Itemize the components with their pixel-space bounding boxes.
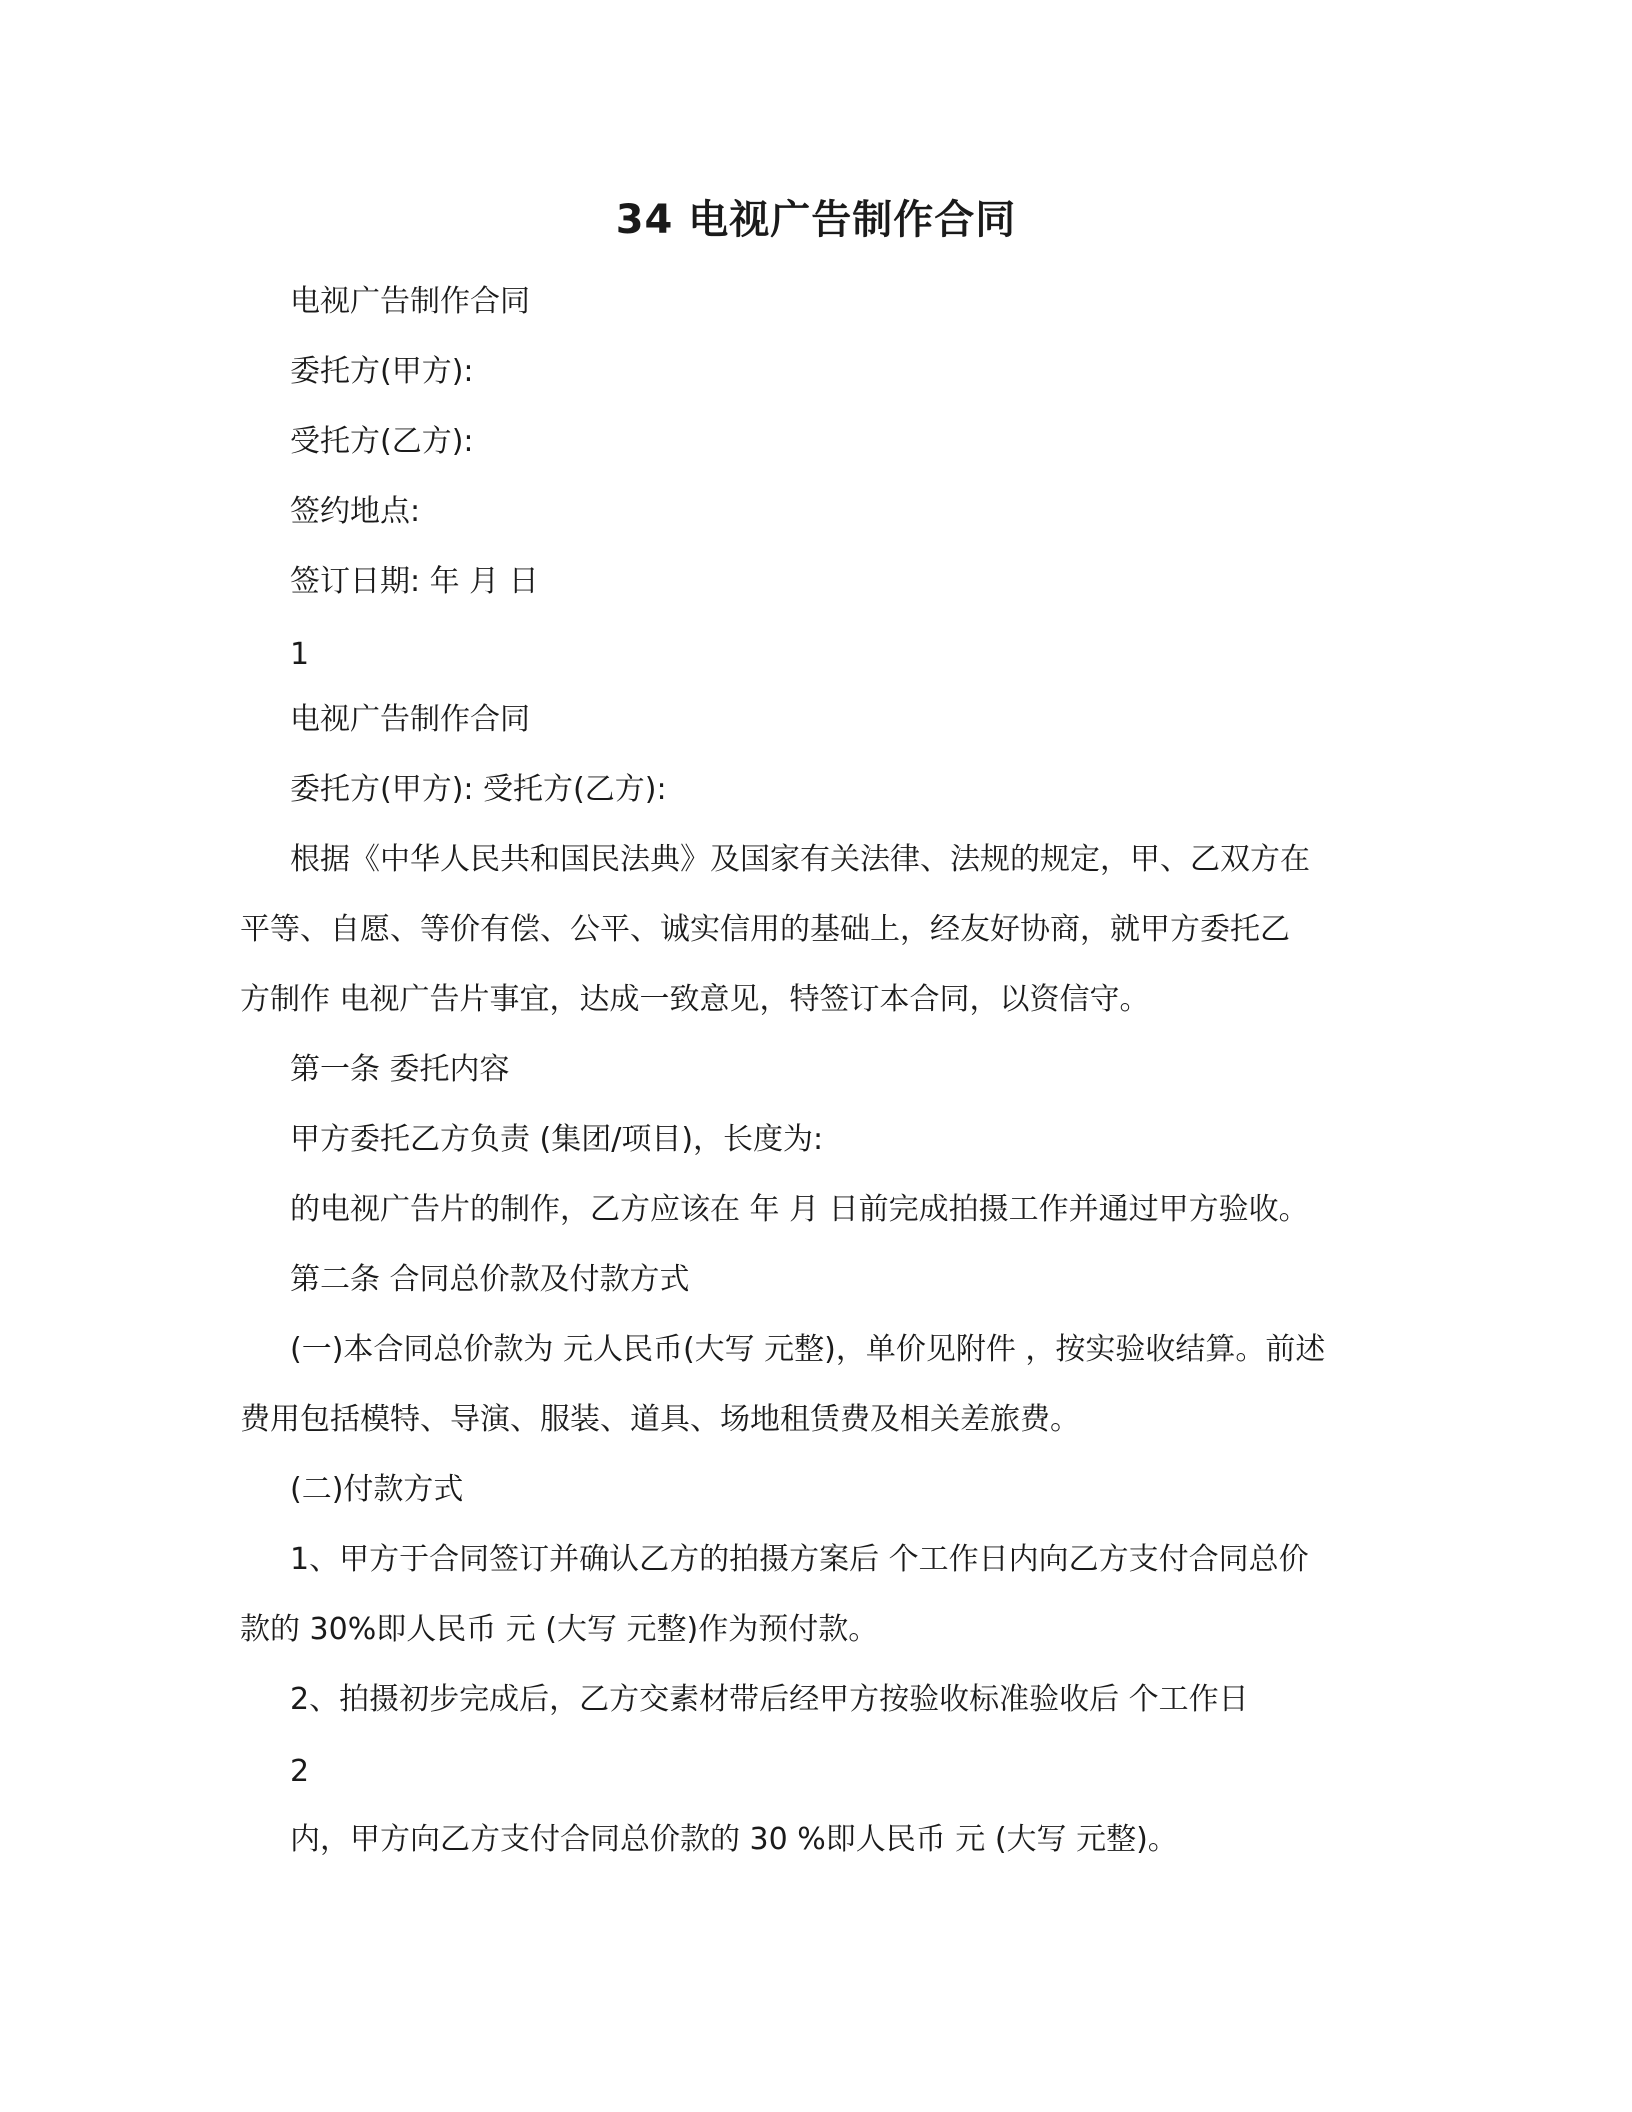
doc-line: 2、拍摄初步完成后，乙方交素材带后经甲方按验收标准验收后 个工作日	[290, 1682, 1249, 1717]
doc-line: 受托方(乙方):	[290, 424, 474, 459]
document-title: 34 电视广告制作合同	[615, 197, 1017, 243]
doc-line: 电视广告制作合同	[290, 284, 530, 319]
doc-line: 方制作 电视广告片事宜，达成一致意见，特签订本合同，以资信守。	[240, 982, 1150, 1017]
doc-line: 签订日期: 年 月 日	[290, 564, 539, 599]
doc-line: 委托方(甲方):	[290, 354, 474, 389]
doc-line: 内，甲方向乙方支付合同总价款的 30 %即人民币 元 (大写 元整)。	[290, 1822, 1178, 1857]
doc-line: 签约地点:	[290, 494, 421, 529]
doc-line: 根据《中华人民共和国民法典》及国家有关法律、法规的规定，甲、乙双方在	[290, 842, 1310, 877]
doc-line: 费用包括模特、导演、服装、道具、场地租赁费及相关差旅费。	[240, 1402, 1080, 1437]
doc-line: 第二条 合同总价款及付款方式	[290, 1262, 690, 1297]
doc-line: 委托方(甲方): 受托方(乙方):	[290, 772, 667, 807]
doc-line: (一)本合同总价款为 元人民币(大写 元整)，单价见附件 ，按实验收结算。前述	[290, 1332, 1326, 1367]
page-number: 1	[290, 637, 310, 672]
doc-line: 款的 30%即人民币 元 (大写 元整)作为预付款。	[240, 1612, 879, 1647]
doc-line: 的电视广告片的制作，乙方应该在 年 月 日前完成拍摄工作并通过甲方验收。	[290, 1192, 1309, 1227]
page-number: 2	[290, 1754, 310, 1789]
doc-line: 甲方委托乙方负责 (集团/项目)，长度为:	[290, 1122, 824, 1157]
doc-line: 第一条 委托内容	[290, 1052, 510, 1087]
doc-line: 平等、自愿、等价有偿、公平、诚实信用的基础上，经友好协商，就甲方委托乙	[240, 912, 1290, 947]
doc-line: 1、甲方于合同签订并确认乙方的拍摄方案后 个工作日内向乙方支付合同总价	[290, 1542, 1309, 1577]
doc-line: (二)付款方式	[290, 1472, 464, 1507]
doc-line: 电视广告制作合同	[290, 702, 530, 737]
